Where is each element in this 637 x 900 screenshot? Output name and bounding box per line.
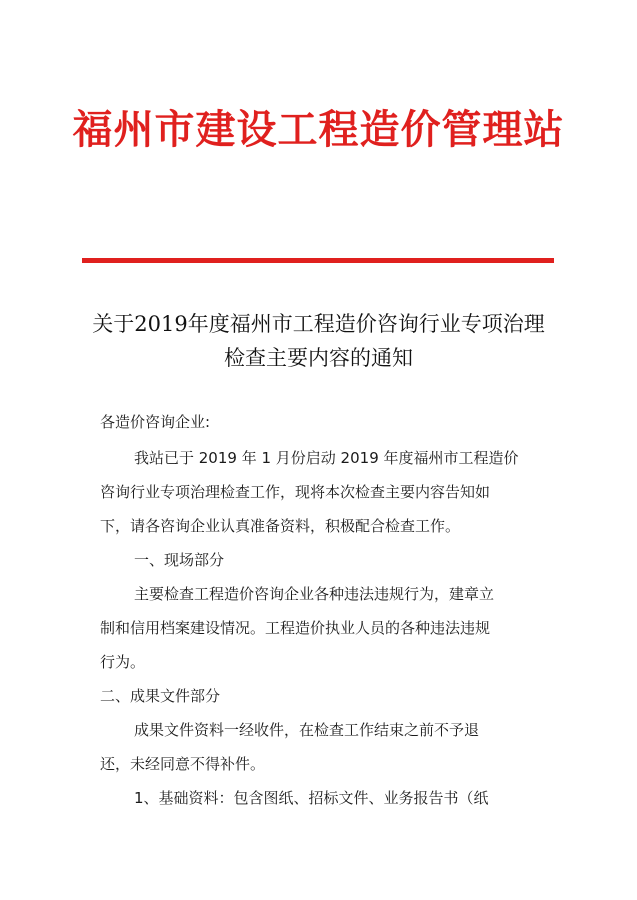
paragraph2-line2: 制和信用档案建设情况。工程造价执业人员的各种违法违规: [100, 619, 491, 637]
paragraph3-line1: 成果文件资料一经收件，在检查工作结束之前不予退: [134, 721, 480, 739]
paragraph1-line3: 下，请各咨询企业认真准备资料，积极配合检查工作。: [100, 517, 461, 535]
letterhead-org-name: 福州市建设工程造价管理站: [72, 106, 565, 153]
paragraph2-line1: 主要检查工程造价咨询企业各种违法违规行为，建章立: [134, 585, 495, 603]
notice-title-line2: 检查主要内容的通知: [224, 346, 413, 370]
section2-heading: 二、成果文件部分: [100, 687, 221, 705]
letterhead-red-rule: [82, 258, 554, 263]
section1-heading: 一、现场部分: [134, 551, 225, 569]
paragraph1-line2: 咨询行业专项治理检查工作，现将本次检查主要内容告知如: [100, 483, 491, 501]
paragraph1-line1: 我站已于 2019 年 1 月份启动 2019 年度福州市工程造价: [134, 449, 519, 467]
list-item-1-line1: 1、基础资料：包含图纸、招标文件、业务报告书（纸: [134, 789, 489, 807]
notice-title-line1: 关于2019年度福州市工程造价咨询行业专项治理: [92, 312, 545, 336]
salutation: 各造价咨询企业:: [100, 413, 211, 431]
paragraph2-line3: 行为。: [100, 653, 146, 671]
paragraph3-line2: 还，未经同意不得补件。: [100, 755, 266, 773]
